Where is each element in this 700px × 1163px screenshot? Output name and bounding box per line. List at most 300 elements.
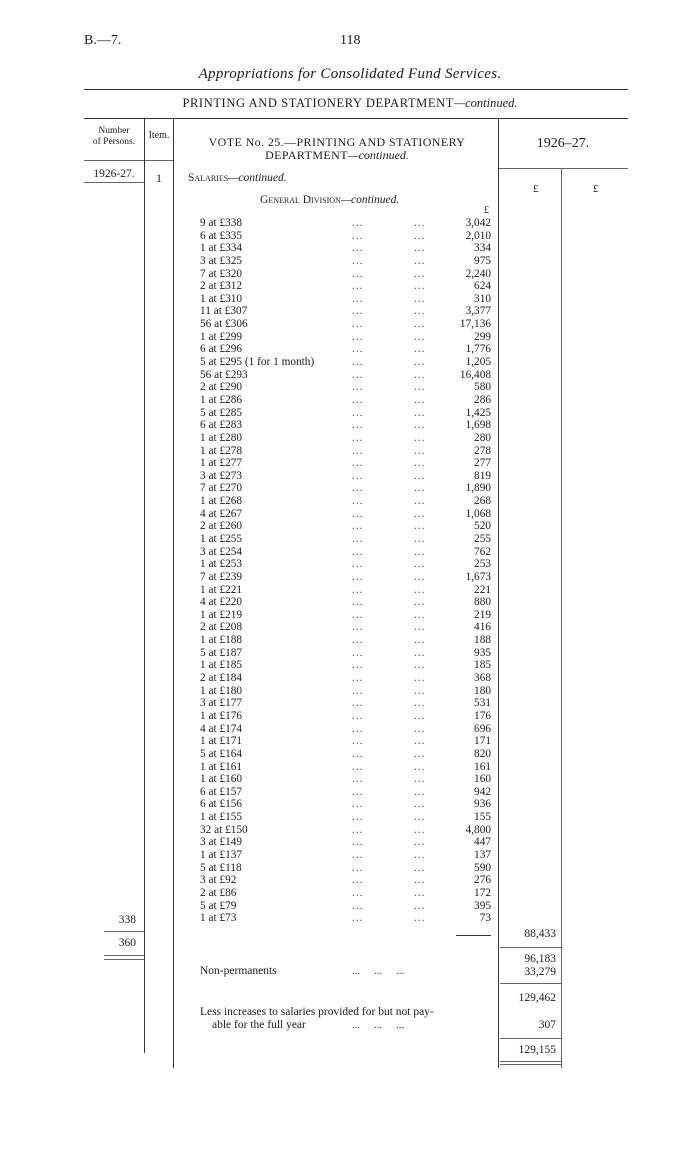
department-heading-cont: —continued.	[454, 96, 518, 110]
salary-row	[200, 520, 491, 532]
salary-row-leader-1: ...	[352, 482, 364, 495]
salary-row-leader-1: ...	[352, 254, 364, 267]
salary-row-description: 7 at £270	[200, 482, 243, 495]
department-heading-main: PRINTING AND STATIONERY DEPARTMENT	[182, 96, 454, 110]
salary-row-leader-2: ...	[414, 318, 426, 331]
salary-row-amount: 942	[474, 785, 491, 798]
salary-row-amount: 188	[474, 634, 491, 647]
persons-subtotal-rule	[104, 931, 144, 932]
salary-row-description: 6 at £157	[200, 785, 243, 798]
salary-row-leader-2: ...	[414, 520, 426, 533]
less-increases-label-1: Less increases to salaries provided for but not pay-	[200, 1006, 434, 1018]
salary-row-leader-1: ...	[352, 583, 364, 596]
salary-row-description: 3 at £92	[200, 874, 237, 887]
non-permanents-label: Non-permanents	[200, 965, 277, 977]
salary-row-leader-2: ...	[414, 254, 426, 267]
salary-row	[200, 862, 491, 874]
salary-row-description: 6 at £156	[200, 798, 243, 811]
salary-row-leader-2: ...	[414, 292, 426, 305]
salary-row-description: 1 at £280	[200, 431, 243, 444]
salary-row-amount: 161	[474, 760, 491, 773]
salary-row-leader-2: ...	[414, 811, 426, 824]
item-column-header: Item.	[148, 130, 170, 141]
document-reference: B.—7.	[84, 33, 122, 48]
year-column-header: 1926–27.	[536, 136, 590, 151]
salary-row-leader-2: ...	[414, 545, 426, 558]
item-number: 1	[156, 171, 162, 185]
salary-row-leader-1: ...	[352, 495, 364, 508]
salary-row	[200, 419, 491, 431]
salary-row-leader-2: ...	[414, 507, 426, 520]
salary-row-leader-1: ...	[352, 457, 364, 470]
salary-row-description: 1 at £277	[200, 457, 243, 470]
salary-row-leader-2: ...	[414, 495, 426, 508]
salary-row-description: 6 at £283	[200, 419, 243, 432]
salary-row-amount: 580	[474, 381, 491, 394]
persons-total: 360	[118, 937, 136, 949]
salary-row	[200, 495, 491, 507]
salary-row-leader-2: ...	[414, 747, 426, 760]
non-permanents-amount: 33,279	[524, 966, 556, 978]
less-increases-amount: 307	[538, 1019, 556, 1031]
salary-row-amount: 936	[474, 798, 491, 811]
salary-row-amount: 137	[474, 849, 491, 861]
salary-row-leader-2: ...	[414, 583, 426, 596]
rule-year-split	[561, 168, 562, 1068]
salary-row-leader-2: ...	[414, 570, 426, 583]
salary-row-leader-2: ...	[414, 482, 426, 495]
salary-row-leader-2: ...	[414, 533, 426, 545]
salary-row-amount: 155	[474, 811, 491, 824]
salary-row-leader-1: ...	[352, 608, 364, 621]
salary-row-description: 3 at £254	[200, 545, 243, 558]
salary-row	[200, 912, 491, 924]
salary-row-description: 1 at £73	[200, 912, 237, 925]
salary-row-amount: 221	[474, 583, 491, 596]
salary-row-description: 56 at £306	[200, 318, 248, 331]
salary-row-description: 1 at £221	[200, 583, 243, 596]
salary-row-amount: 1,068	[465, 507, 491, 520]
salary-row-leader-1: ...	[352, 444, 364, 457]
salary-row	[200, 242, 491, 254]
salary-row-leader-1: ...	[352, 217, 364, 229]
salary-row-amount: 520	[474, 520, 491, 533]
salary-row-amount: 447	[474, 836, 491, 849]
salary-row-amount: 3,042	[465, 217, 491, 229]
salary-row-description: 1 at £299	[200, 330, 243, 343]
salary-row-leader-2: ...	[414, 722, 426, 735]
salary-row-leader-1: ...	[352, 811, 364, 824]
salary-row-amount: 185	[474, 659, 491, 672]
persons-total-rule-1	[104, 955, 144, 956]
salary-row	[200, 457, 491, 469]
salaries-heading	[188, 172, 287, 184]
salary-row-leader-2: ...	[414, 368, 426, 381]
salary-row-description: 1 at £160	[200, 773, 243, 786]
salary-row-amount: 762	[474, 545, 491, 558]
page-title: Appropriations for Consolidated Fund Services.	[198, 66, 502, 82]
persons-column-label-2: of Persons.	[92, 137, 136, 147]
salary-row-amount: 416	[474, 621, 491, 634]
salary-row-description: 3 at £177	[200, 697, 243, 710]
salary-row-leader-2: ...	[414, 419, 426, 432]
salary-row-leader-1: ...	[352, 773, 364, 786]
salary-row-leader-2: ...	[414, 760, 426, 773]
salary-row	[200, 255, 491, 267]
salary-row-description: 2 at £208	[200, 621, 243, 634]
salary-row	[200, 836, 491, 848]
salary-row-description: 1 at £137	[200, 849, 243, 861]
salary-row-leader-1: ...	[352, 646, 364, 659]
salary-row	[200, 849, 491, 861]
salary-row	[200, 394, 491, 406]
salary-row-leader-2: ...	[414, 823, 426, 836]
salary-row-leader-1: ...	[352, 836, 364, 849]
salary-row-leader-1: ...	[352, 659, 364, 672]
header-rule	[84, 89, 628, 90]
non-permanents-rule	[500, 983, 561, 984]
salaries-heading-cont: —continued.	[228, 172, 287, 184]
salary-row-description: 5 at £295 (1 for 1 month)	[200, 356, 315, 369]
salary-row-leader-2: ...	[414, 280, 426, 293]
salary-row	[200, 280, 491, 292]
salary-row-leader-1: ...	[352, 469, 364, 482]
persons-year: 1926-27.	[93, 168, 135, 180]
salary-row-leader-2: ...	[414, 798, 426, 811]
vote-header-line-2-main: DEPARTMENT	[265, 148, 348, 162]
persons-column-label-1: Number	[98, 126, 130, 136]
salary-row	[200, 811, 491, 823]
salary-row	[200, 571, 491, 583]
rule-desc-year	[498, 118, 499, 1068]
salaries-total: 96,183	[524, 953, 556, 965]
salary-row	[200, 445, 491, 457]
salary-row-amount: 2,240	[465, 267, 491, 280]
salary-row-amount: 73	[479, 912, 491, 925]
salary-row-leader-1: ...	[352, 874, 364, 887]
salary-row-leader-2: ...	[414, 659, 426, 672]
salary-row-leader-2: ...	[414, 457, 426, 470]
salary-row-description: 1 at £155	[200, 811, 243, 824]
salary-row-leader-1: ...	[352, 861, 364, 874]
salary-row-leader-1: ...	[352, 520, 364, 533]
salaries-heading-main: Salaries	[188, 172, 229, 184]
pound-col2-header: £	[593, 183, 599, 195]
salary-row	[200, 634, 491, 646]
salary-row-description: 4 at £174	[200, 722, 243, 735]
salary-row-amount: 935	[474, 646, 491, 659]
salary-row-description: 7 at £320	[200, 267, 243, 280]
salary-row	[200, 343, 491, 355]
persons-column-header	[86, 126, 142, 148]
salary-row-amount: 368	[474, 672, 491, 685]
salary-row-leader-2: ...	[414, 431, 426, 444]
salary-row-description: 1 at £253	[200, 558, 243, 571]
salary-row-leader-1: ...	[352, 899, 364, 912]
salary-row-leader-1: ...	[352, 305, 364, 318]
general-division-heading-main: General Division	[260, 194, 341, 206]
salary-row	[200, 369, 491, 381]
salary-row-amount: 180	[474, 684, 491, 697]
salary-row-leader-1: ...	[352, 507, 364, 520]
salary-row-description: 5 at £285	[200, 406, 243, 419]
table-top-rule	[84, 118, 628, 119]
salary-row	[200, 659, 491, 671]
salary-row	[200, 672, 491, 684]
salary-row-amount: 253	[474, 558, 491, 571]
salary-row	[200, 824, 491, 836]
salary-row-leader-1: ...	[352, 406, 364, 419]
salary-row-amount: 880	[474, 596, 491, 609]
salary-row-leader-2: ...	[414, 229, 426, 242]
salary-row-description: 2 at £260	[200, 520, 243, 533]
salary-row-leader-1: ...	[352, 849, 364, 861]
salary-row-leader-1: ...	[352, 368, 364, 381]
salary-row	[200, 268, 491, 280]
salary-row-amount: 1,425	[465, 406, 491, 419]
salary-row-leader-2: ...	[414, 646, 426, 659]
salary-row-leader-1: ...	[352, 709, 364, 722]
salary-row-leader-1: ...	[352, 697, 364, 710]
salary-row-leader-2: ...	[414, 608, 426, 621]
salary-row-leader-2: ...	[414, 836, 426, 849]
salary-row-leader-1: ...	[352, 356, 364, 369]
salary-row-leader-2: ...	[414, 343, 426, 356]
salary-row	[200, 482, 491, 494]
salary-row-leader-2: ...	[414, 634, 426, 647]
salary-row-leader-1: ...	[352, 684, 364, 697]
salary-row-description: 3 at £149	[200, 836, 243, 849]
salary-row-amount: 299	[474, 330, 491, 343]
salary-row-description: 1 at £185	[200, 659, 243, 672]
salary-row-leader-2: ...	[414, 886, 426, 899]
salary-row-description: 11 at £307	[200, 305, 248, 318]
salary-row-leader-1: ...	[352, 343, 364, 356]
combined-total: 129,462	[518, 992, 556, 1004]
salary-row-leader-1: ...	[352, 747, 364, 760]
salary-row-amount: 1,205	[465, 356, 491, 369]
salary-row-description: 1 at £219	[200, 608, 243, 621]
salary-row-leader-2: ...	[414, 444, 426, 457]
general-division-total: 88,433	[524, 928, 556, 940]
salary-row-leader-1: ...	[352, 292, 364, 305]
salary-row-description: 32 at £150	[200, 823, 248, 836]
salary-row-amount: 395	[474, 899, 491, 912]
salary-row-leader-1: ...	[352, 621, 364, 634]
general-total-rule	[500, 947, 561, 948]
salary-row-leader-2: ...	[414, 393, 426, 406]
salary-row	[200, 432, 491, 444]
salary-row	[200, 305, 491, 317]
salary-row-description: 1 at £161	[200, 760, 243, 773]
salary-row-leader-1: ...	[352, 533, 364, 545]
vote-header-line-2	[176, 149, 498, 162]
vote-header-line-1: VOTE No. 25.—PRINTING AND STATIONERY	[208, 135, 466, 149]
salary-row-description: 1 at £286	[200, 393, 243, 406]
salary-row-leader-2: ...	[414, 735, 426, 748]
salary-row	[200, 621, 491, 633]
salary-row-amount: 160	[474, 773, 491, 786]
salary-row-amount: 268	[474, 495, 491, 508]
salary-row	[200, 230, 491, 242]
salary-row	[200, 761, 491, 773]
salary-row-leader-2: ...	[414, 406, 426, 419]
salary-row-leader-1: ...	[352, 672, 364, 685]
salary-row-description: 1 at £255	[200, 533, 243, 545]
salary-row-leader-2: ...	[414, 305, 426, 318]
salary-row-amount: 590	[474, 861, 491, 874]
item-header-rule	[144, 160, 174, 161]
final-total: 129,155	[518, 1044, 556, 1056]
vote-header	[176, 136, 498, 162]
salary-row-amount: 17,136	[459, 318, 491, 331]
salary-row	[200, 331, 491, 343]
salary-row-leader-2: ...	[414, 874, 426, 887]
salary-row-leader-2: ...	[414, 899, 426, 912]
salary-row	[200, 584, 491, 596]
salary-row-description: 1 at £334	[200, 242, 243, 255]
salary-row-amount: 334	[474, 242, 491, 255]
salary-row-description: 1 at £171	[200, 735, 243, 748]
salary-row-amount: 278	[474, 444, 491, 457]
salary-row-leader-2: ...	[414, 558, 426, 571]
salary-row-amount: 820	[474, 747, 491, 760]
salary-row-leader-1: ...	[352, 431, 364, 444]
salary-row	[200, 293, 491, 305]
less-increases-label-2: able for the full year	[212, 1019, 306, 1031]
general-division-heading-cont: —continued.	[340, 194, 400, 206]
salary-row-amount: 4,800	[465, 823, 491, 836]
salary-row-description: 9 at £338	[200, 217, 243, 229]
salary-row-leader-2: ...	[414, 684, 426, 697]
final-total-rule-1	[500, 1061, 561, 1062]
salary-row-description: 2 at £86	[200, 886, 237, 899]
salary-row-leader-2: ...	[414, 217, 426, 229]
salary-row-amount: 172	[474, 886, 491, 899]
salary-row-leader-1: ...	[352, 798, 364, 811]
salary-row-description: 6 at £335	[200, 229, 243, 242]
pound-col1-header: £	[533, 183, 539, 195]
salary-row-leader-1: ...	[352, 735, 364, 748]
final-total-rule-2	[500, 1064, 561, 1065]
salary-row	[200, 609, 491, 621]
salary-row-amount: 2,010	[465, 229, 491, 242]
salary-row	[200, 533, 491, 545]
salary-row-leader-1: ...	[352, 634, 364, 647]
salary-row-description: 2 at £184	[200, 672, 243, 685]
salary-row-amount: 3,377	[465, 305, 491, 318]
salary-row-amount: 176	[474, 709, 491, 722]
salary-row-leader-1: ...	[352, 912, 364, 925]
salary-row	[200, 470, 491, 482]
salary-row-description: 4 at £220	[200, 596, 243, 609]
salary-row-leader-2: ...	[414, 912, 426, 925]
rule-item-desc	[173, 118, 174, 1068]
persons-header-rule	[84, 160, 144, 161]
salary-row-description: 7 at £239	[200, 570, 243, 583]
salary-row-amount: 219	[474, 608, 491, 621]
salary-row-leader-2: ...	[414, 709, 426, 722]
salary-row-amount: 277	[474, 457, 491, 470]
salary-row-leader-2: ...	[414, 330, 426, 343]
persons-total-rule-2	[104, 959, 144, 960]
salary-row-description: 1 at £176	[200, 709, 243, 722]
salary-row-leader-1: ...	[352, 330, 364, 343]
salary-row-leader-1: ...	[352, 596, 364, 609]
salary-row-description: 56 at £293	[200, 368, 248, 381]
salary-row-leader-2: ...	[414, 356, 426, 369]
salary-row-leader-1: ...	[352, 419, 364, 432]
salary-row-amount: 255	[474, 533, 491, 545]
salary-row-amount: 276	[474, 874, 491, 887]
salary-row-leader-1: ...	[352, 722, 364, 735]
salary-row	[200, 596, 491, 608]
salary-row-leader-1: ...	[352, 393, 364, 406]
salary-row-leader-1: ...	[352, 570, 364, 583]
salary-row	[200, 558, 491, 570]
salary-row-description: 3 at £273	[200, 469, 243, 482]
salary-row	[200, 735, 491, 747]
salary-row-description: 2 at £290	[200, 381, 243, 394]
salary-row-leader-2: ...	[414, 785, 426, 798]
salary-row-leader-1: ...	[352, 545, 364, 558]
salary-row-description: 1 at £180	[200, 684, 243, 697]
page-number: 118	[340, 33, 361, 48]
salary-row	[200, 710, 491, 722]
salary-row-leader-1: ...	[352, 823, 364, 836]
salary-row	[200, 723, 491, 735]
department-heading	[0, 96, 700, 111]
salary-row-leader-1: ...	[352, 280, 364, 293]
salary-row-leader-2: ...	[414, 267, 426, 280]
salary-row-leader-1: ...	[352, 558, 364, 571]
salary-row-description: 4 at £267	[200, 507, 243, 520]
salary-row-leader-2: ...	[414, 381, 426, 394]
pound-inner-header: £	[484, 205, 489, 216]
salary-row-leader-2: ...	[414, 849, 426, 861]
salary-row	[200, 798, 491, 810]
salary-row	[200, 647, 491, 659]
salary-row	[200, 685, 491, 697]
salary-row-amount: 171	[474, 735, 491, 748]
salary-row-description: 5 at £164	[200, 747, 243, 760]
salary-row-description: 1 at £188	[200, 634, 243, 647]
salary-row-leader-1: ...	[352, 229, 364, 242]
salary-row-description: 6 at £296	[200, 343, 243, 356]
salary-row-leader-2: ...	[414, 621, 426, 634]
salary-row-description: 1 at £268	[200, 495, 243, 508]
rule-persons-item	[144, 118, 145, 1053]
vote-header-line-2-cont: —continued.	[347, 148, 409, 162]
salary-row-amount: 975	[474, 254, 491, 267]
salary-row	[200, 318, 491, 330]
salary-row-leader-1: ...	[352, 785, 364, 798]
salary-row	[200, 900, 491, 912]
salary-row-leader-1: ...	[352, 242, 364, 255]
salary-row-amount: 696	[474, 722, 491, 735]
salary-row-amount: 1,698	[465, 419, 491, 432]
salary-row	[200, 356, 491, 368]
salary-row-description: 1 at £278	[200, 444, 243, 457]
salary-row-leader-2: ...	[414, 861, 426, 874]
salary-row-description: 5 at £187	[200, 646, 243, 659]
salary-row	[200, 786, 491, 798]
salary-row-leader-1: ...	[352, 886, 364, 899]
salary-row	[200, 217, 491, 229]
salary-row-leader-2: ...	[414, 773, 426, 786]
salary-row-amount: 1,673	[465, 570, 491, 583]
salary-row-leader-2: ...	[414, 672, 426, 685]
